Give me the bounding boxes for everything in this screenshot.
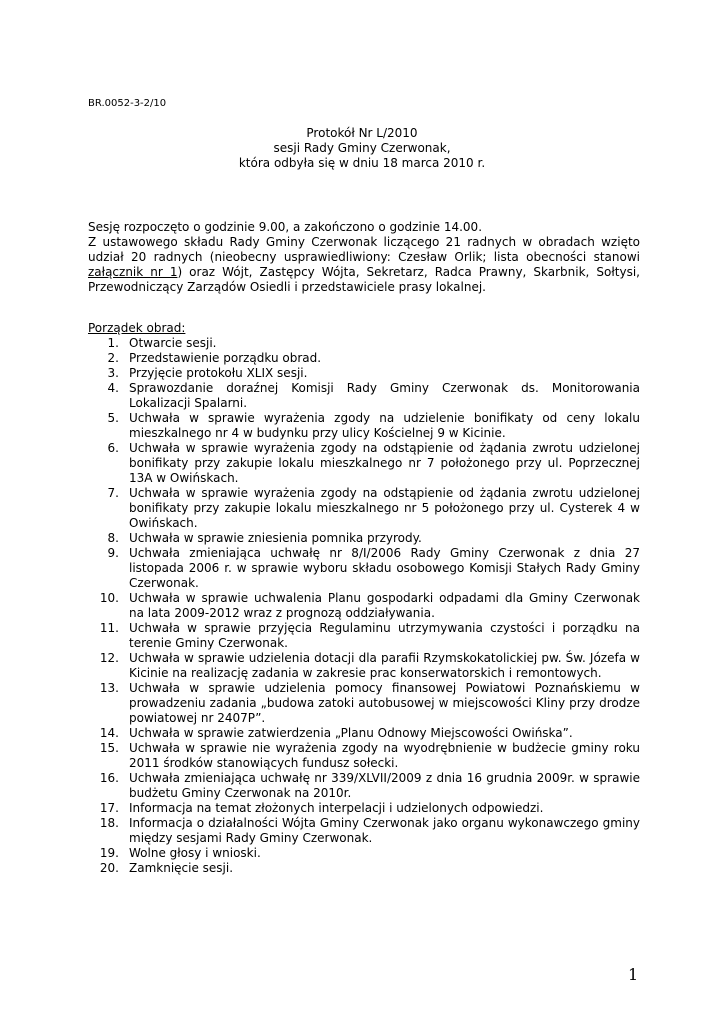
agenda-item-text: Uchwała w sprawie udzielenia dotacji dla parafii Rzymskokatolickiej pw. Św. Józefa w Kicinie na realizację zadania w zakresie prac konserwatorskich i remontowych. — [129, 651, 640, 680]
agenda-item-text: Sprawozdanie doraźnej Komisji Rady Gminy Czerwonak ds. Monitorowania Lokalizacji Spalarni. — [129, 381, 640, 410]
agenda-item-number: 16. — [99, 771, 119, 785]
agenda-item-number: 13. — [99, 681, 119, 695]
title-line: która odbyła się w dniu 18 marca 2010 r. — [238, 156, 486, 170]
attendance-line: Przewodniczący Zarządów Osiedli i przedstawiciele prasy lokalnej. — [88, 280, 486, 294]
agenda-item — [88, 771, 640, 801]
agenda-item — [88, 546, 640, 591]
session-time: Sesję rozpoczęto o godzinie 9.00, a zakończono o godzinie 14.00. — [88, 220, 483, 234]
agenda-item-text: Uchwała w sprawie wyrażenia zgody na udzielenie bonifikaty od ceny lokalu mieszkalnego nr 4 w budynku przy ulicy Kościelnej 9 w Kicinie. — [129, 411, 640, 440]
agenda-item-number: 6. — [107, 441, 119, 455]
agenda-item-number: 18. — [99, 816, 119, 830]
agenda-item-text: Zamknięcie sesji. — [129, 861, 234, 875]
agenda-item — [88, 411, 640, 441]
agenda-item-text: Uchwała w sprawie wyrażenia zgody na odstąpienie od żądania zwrotu udzielonej bonifikaty przy zakupie lokalu mieszkalnego nr 7 położonego przy ul. Poprzecznej 13A w Owińskach. — [129, 441, 640, 485]
agenda-item-text: Uchwała w sprawie nie wyrażenia zgody na wyodrębnienie w budżecie gminy roku 2011 środków stanowiących fundusz sołecki. — [129, 741, 640, 770]
agenda-item-number: 5. — [107, 411, 119, 425]
agenda-item — [88, 846, 640, 861]
document-reference: BR.0052-3-2/10 — [88, 98, 167, 109]
agenda-item-text: Uchwała w sprawie przyjęcia Regulaminu utrzymywania czystości i porządku na terenie Gminy Czerwonak. — [129, 621, 640, 650]
agenda-item — [88, 801, 640, 816]
agenda-item-text: Otwarcie sesji. — [129, 336, 217, 350]
agenda-item-number: 1. — [107, 336, 119, 350]
attachment-reference: załącznik nr 1 — [88, 265, 178, 279]
agenda-item-number: 10. — [99, 591, 119, 605]
agenda-item-number: 20. — [99, 861, 119, 875]
agenda-item-number: 4. — [107, 381, 119, 395]
document-title — [88, 126, 636, 171]
title-line: Protokół Nr L/2010 — [306, 126, 418, 140]
agenda-item — [88, 381, 640, 411]
agenda-item — [88, 591, 640, 621]
agenda-item-text: Uchwała zmieniająca uchwałę nr 8/I/2006 Rady Gminy Czerwonak z dnia 27 listopada 2006 r. w sprawie wyboru składu osobowego Komisji Stałych Rady Gminy Czerwonak. — [129, 546, 640, 590]
agenda-item-text: Informacja na temat złożonych interpelacji i udzielonych odpowiedzi. — [129, 801, 544, 815]
attendance-line: udział 20 radnych (nieobecny usprawiedliwiony: Czesław Orlik; lista obecności stanowi — [88, 250, 640, 264]
agenda-item — [88, 336, 640, 351]
agenda-item — [88, 366, 640, 381]
agenda-item-text: Przyjęcie protokołu XLIX sesji. — [129, 366, 308, 380]
attendance-line: ) oraz Wójt, Zastępcy Wójta, Sekretarz, Radca Prawny, Skarbnik, Sołtysi, — [177, 265, 640, 279]
agenda-item — [88, 651, 640, 681]
agenda-item — [88, 816, 640, 846]
agenda-item-number: 17. — [99, 801, 119, 815]
agenda-item-number: 2. — [107, 351, 119, 365]
agenda-list — [88, 336, 640, 876]
agenda-item-number: 3. — [107, 366, 119, 380]
agenda-heading: Porządek obrad: — [88, 321, 186, 335]
agenda-item-text: Przedstawienie porządku obrad. — [129, 351, 322, 365]
agenda-item-text: Uchwała w sprawie uchwalenia Planu gospodarki odpadami dla Gminy Czerwonak na lata 2009-2012 wraz z prognozą oddziaływania. — [129, 591, 640, 620]
page-number: 1 — [628, 965, 639, 984]
session-intro — [88, 220, 640, 295]
agenda-item-number: 19. — [99, 846, 119, 860]
agenda-item-text: Uchwała w sprawie udzielenia pomocy finansowej Powiatowi Poznańskiemu w prowadzeniu zadania „budowa zatoki autobusowej w miejscowości Kliny przy drodze powiatowej nr 2407P”. — [129, 681, 640, 725]
agenda-item-number: 11. — [99, 621, 119, 635]
agenda-item — [88, 861, 640, 876]
agenda-item-text: Uchwała w sprawie zatwierdzenia „Planu Odnowy Miejscowości Owińska”. — [129, 726, 573, 740]
agenda-item-number: 14. — [99, 726, 119, 740]
agenda-item-number: 12. — [99, 651, 119, 665]
agenda-item-text: Informacja o działalności Wójta Gminy Czerwonak jako organu wykonawczego gminy między sesjami Rady Gminy Czerwonak. — [129, 816, 640, 845]
agenda-item — [88, 726, 640, 741]
agenda-item — [88, 681, 640, 726]
agenda-item — [88, 741, 640, 771]
agenda-item — [88, 531, 640, 546]
agenda-item-text: Wolne głosy i wnioski. — [129, 846, 261, 860]
attendance-line: Z ustawowego składu Rady Gminy Czerwonak liczącego 21 radnych w obradach wzięto — [88, 235, 640, 249]
title-line: sesji Rady Gminy Czerwonak, — [273, 141, 451, 155]
agenda-item — [88, 441, 640, 486]
agenda-item-number: 7. — [107, 486, 119, 500]
agenda-item — [88, 486, 640, 531]
agenda-item-number: 15. — [99, 741, 119, 755]
agenda-item — [88, 351, 640, 366]
agenda-item-text: Uchwała w sprawie zniesienia pomnika przyrody. — [129, 531, 422, 545]
agenda-item-number: 8. — [107, 531, 119, 545]
agenda-item-number: 9. — [107, 546, 119, 560]
agenda-item — [88, 621, 640, 651]
agenda-item-text: Uchwała zmieniająca uchwałę nr 339/XLVII/2009 z dnia 16 grudnia 2009r. w sprawie budżetu Gminy Czerwonak na 2010r. — [129, 771, 640, 800]
agenda-item-text: Uchwała w sprawie wyrażenia zgody na odstąpienie od żądania zwrotu udzielonej bonifikaty przy zakupie lokalu mieszkalnego nr 5 położonego przy ul. Cysterek 4 w Owińskach. — [129, 486, 640, 530]
